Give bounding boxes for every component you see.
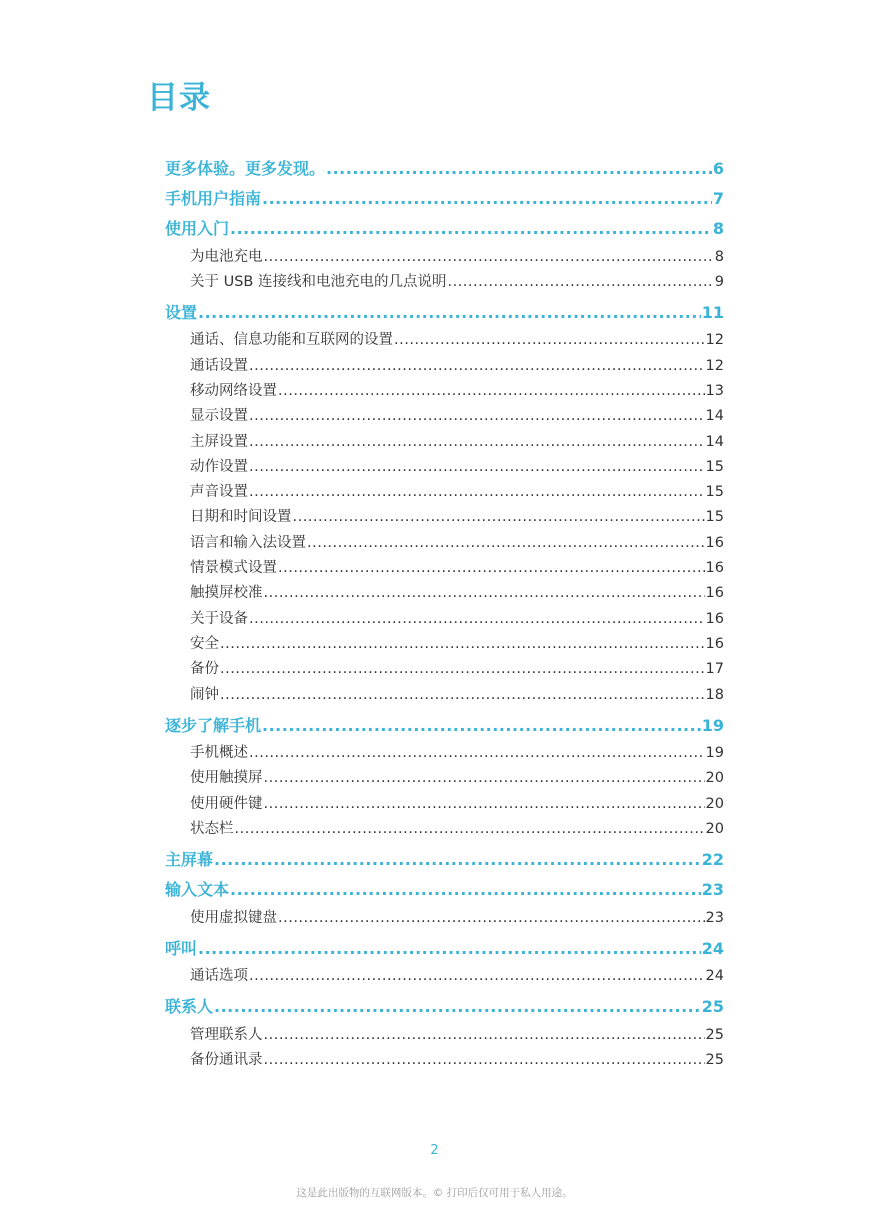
- toc-dot-leader: [249, 741, 705, 766]
- toc-dot-leader: [249, 607, 705, 632]
- toc-entry-label: 输入文本: [165, 880, 230, 900]
- toc-entry-label: 语言和输入法设置: [190, 534, 306, 551]
- toc-entry-page: 23: [701, 880, 724, 900]
- toc-entry-label: 设置: [165, 303, 198, 323]
- toc-section-link[interactable]: [165, 845, 724, 875]
- toc-section-link[interactable]: [165, 711, 724, 741]
- toc-subsection-link[interactable]: [165, 430, 724, 455]
- toc-entry-page: 12: [705, 332, 724, 349]
- toc-dot-leader: [264, 581, 705, 606]
- toc-subsection-link[interactable]: [165, 505, 724, 530]
- toc-dot-leader: [262, 184, 712, 214]
- toc-entry-page: 24: [701, 938, 724, 958]
- toc-dot-leader: [293, 505, 705, 530]
- toc-subsection-link[interactable]: [165, 328, 724, 353]
- toc-dot-leader: [198, 934, 701, 964]
- toc-entry-page: 11: [701, 303, 724, 323]
- toc-dot-leader: [220, 657, 705, 682]
- toc-entry-page: 14: [705, 433, 724, 450]
- toc-entry-label: 逐步了解手机: [165, 715, 262, 735]
- toc-entry-label: 通话设置: [190, 357, 248, 374]
- toc-entry-page: 15: [705, 484, 724, 501]
- toc-entry-label: 通话、信息功能和互联网的设置: [190, 332, 393, 349]
- toc-entry-page: 23: [705, 909, 724, 926]
- toc-subsection-link[interactable]: [165, 379, 724, 404]
- toc-subsection-link[interactable]: [165, 817, 724, 842]
- toc-section-link[interactable]: [165, 992, 724, 1022]
- toc-entry-page: 24: [705, 968, 724, 985]
- toc-entry-page: 19: [705, 744, 724, 761]
- toc-dot-leader: [278, 379, 705, 404]
- toc-dot-leader: [262, 711, 701, 741]
- toc-entry-page: 14: [705, 408, 724, 425]
- toc-dot-leader: [249, 354, 705, 379]
- toc-entry-label: 触摸屏校准: [190, 585, 263, 602]
- toc-dot-leader: [249, 430, 705, 455]
- toc-entry-page: 16: [705, 560, 724, 577]
- toc-subsection-link[interactable]: [165, 766, 724, 791]
- toc-subsection-link[interactable]: [165, 906, 724, 931]
- toc-entry-page: 25: [705, 1026, 724, 1043]
- toc-entry-label: 状态栏: [190, 820, 234, 837]
- toc-entry-page: 22: [701, 850, 724, 870]
- toc-section-link[interactable]: [165, 214, 724, 244]
- toc-subsection-link[interactable]: [165, 1048, 724, 1073]
- toc-entry-label: 动作设置: [190, 458, 248, 475]
- toc-subsection-link[interactable]: [165, 792, 724, 817]
- toc-subsection-link[interactable]: [165, 455, 724, 480]
- toc-entry-page: 18: [705, 686, 724, 703]
- toc-section-link[interactable]: [165, 184, 724, 214]
- toc-section-link[interactable]: [165, 298, 724, 328]
- toc-entry-label: 移动网络设置: [190, 382, 277, 399]
- toc-entry-page: 8: [712, 219, 724, 239]
- toc-subsection-link[interactable]: [165, 270, 724, 295]
- toc-entry-label: 安全: [190, 635, 219, 652]
- toc-subsection-link[interactable]: [165, 632, 724, 657]
- toc-entry-page: 20: [705, 795, 724, 812]
- toc-entry-label: 主屏幕: [165, 850, 214, 870]
- toc-subsection-link[interactable]: [165, 480, 724, 505]
- toc-section-link[interactable]: [165, 934, 724, 964]
- toc-subsection-link[interactable]: [165, 245, 724, 270]
- toc-entry-page: 9: [714, 273, 724, 290]
- toc-dot-leader: [264, 1023, 705, 1048]
- toc-entry-label: 关于 USB 连接线和电池充电的几点说明: [190, 273, 447, 290]
- toc-entry-page: 12: [705, 357, 724, 374]
- toc-entry-label: 使用硬件键: [190, 795, 263, 812]
- toc-entry-label: 声音设置: [190, 484, 248, 501]
- toc-entry-page: 16: [705, 635, 724, 652]
- toc-entry-label: 显示设置: [190, 408, 248, 425]
- toc-dot-leader: [264, 245, 714, 270]
- toc-dot-leader: [447, 270, 713, 295]
- toc-subsection-link[interactable]: [165, 964, 724, 989]
- toc-dot-leader: [230, 214, 712, 244]
- toc-dot-leader: [214, 845, 701, 875]
- page-number: 2: [430, 1143, 439, 1158]
- toc-subsection-link[interactable]: [165, 683, 724, 708]
- toc-subsection-link[interactable]: [165, 531, 724, 556]
- toc-entry-page: 15: [705, 458, 724, 475]
- toc-dot-leader: [198, 298, 701, 328]
- toc-dot-leader: [264, 1048, 705, 1073]
- toc-entry-label: 管理联系人: [190, 1026, 263, 1043]
- toc-entry-page: 19: [701, 715, 724, 735]
- toc-dot-leader: [394, 328, 705, 353]
- toc-entry-page: 7: [712, 189, 724, 209]
- toc-entry-label: 使用入门: [165, 219, 230, 239]
- toc-entry-page: 8: [714, 248, 724, 265]
- toc-dot-leader: [235, 817, 705, 842]
- toc-dot-leader: [264, 766, 705, 791]
- toc-subsection-link[interactable]: [165, 354, 724, 379]
- toc-entry-page: 16: [705, 610, 724, 627]
- toc-entry-page: 20: [705, 820, 724, 837]
- toc-dot-leader: [278, 556, 705, 581]
- toc-entry-label: 联系人: [165, 997, 214, 1017]
- toc-entry-label: 备份通讯录: [190, 1051, 263, 1068]
- toc-dot-leader: [249, 480, 705, 505]
- toc-subsection-link[interactable]: [165, 581, 724, 606]
- toc-entry-label: 使用触摸屏: [190, 770, 263, 787]
- toc-subsection-link[interactable]: [165, 607, 724, 632]
- toc-entry-page: 13: [705, 382, 724, 399]
- toc-subsection-link[interactable]: [165, 1023, 724, 1048]
- toc-dot-leader: [220, 683, 705, 708]
- toc-subsection-link[interactable]: [165, 556, 724, 581]
- toc-dot-leader: [249, 964, 705, 989]
- toc-entry-page: 15: [705, 509, 724, 526]
- toc-dot-leader: [264, 792, 705, 817]
- toc-dot-leader: [278, 906, 705, 931]
- toc-entry-page: 20: [705, 770, 724, 787]
- toc-entry-page: 17: [705, 661, 724, 678]
- toc-entry-label: 使用虚拟键盘: [190, 909, 277, 926]
- toc-dot-leader: [214, 992, 701, 1022]
- toc-entry-label: 闹钟: [190, 686, 219, 703]
- toc-entry-page: 25: [701, 997, 724, 1017]
- toc-dot-leader: [307, 531, 705, 556]
- toc-entry-label: 为电池充电: [190, 248, 263, 265]
- page-title: 目录: [147, 80, 211, 116]
- toc-entry-label: 呼叫: [165, 938, 198, 958]
- toc-dot-leader: [230, 875, 701, 905]
- table-of-contents: [165, 154, 724, 1073]
- toc-entry-label: 手机概述: [190, 744, 248, 761]
- toc-entry-label: 日期和时间设置: [190, 509, 292, 526]
- toc-dot-leader: [220, 632, 705, 657]
- toc-entry-label: 备份: [190, 661, 219, 678]
- footer-note: 这是此出版物的互联网版本。© 打印后仅可用于私人用途。: [296, 1187, 573, 1199]
- toc-dot-leader: [249, 404, 705, 429]
- toc-entry-label: 更多体验。更多发现。: [165, 159, 326, 178]
- toc-dot-leader: [326, 154, 712, 184]
- toc-section-link[interactable]: [165, 154, 724, 184]
- toc-entry-label: 关于设备: [190, 610, 248, 627]
- toc-entry-page: 25: [705, 1051, 724, 1068]
- toc-entry-label: 手机用户指南: [165, 189, 262, 209]
- toc-entry-page: 16: [705, 534, 724, 551]
- toc-subsection-link[interactable]: [165, 404, 724, 429]
- toc-entry-label: 通话选项: [190, 968, 248, 985]
- toc-subsection-link[interactable]: [165, 657, 724, 682]
- toc-entry-label: 主屏设置: [190, 433, 248, 450]
- toc-entry-page: 6: [712, 159, 724, 178]
- toc-dot-leader: [249, 455, 705, 480]
- toc-section-link[interactable]: [165, 875, 724, 905]
- toc-subsection-link[interactable]: [165, 741, 724, 766]
- toc-entry-page: 16: [705, 585, 724, 602]
- toc-entry-label: 情景模式设置: [190, 560, 277, 577]
